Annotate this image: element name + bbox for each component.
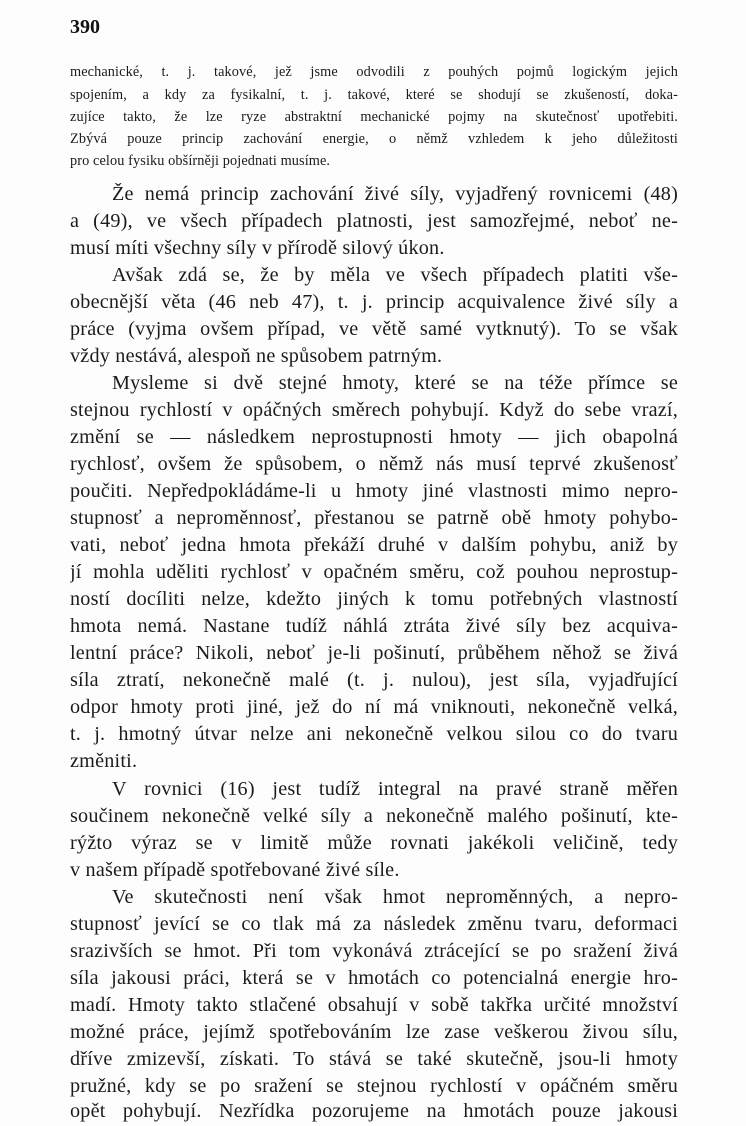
text-line: rychlosť, ovšem že spůsobem, o němž nás musí teprvé zkušenosť xyxy=(70,453,678,475)
text-line: odpor hmoty proti jiné, jež do ní má vniknouti, nekonečně velká, xyxy=(70,696,678,718)
text-line: Avšak zdá se, že by měla ve všech případech platiti vše- xyxy=(112,264,678,286)
text-line: změní se — následkem neprostupnosti hmoty — jich obapolná xyxy=(70,426,678,448)
text-line: dříve zmizevší, získati. To stává se také skutečně, jsou-li hmoty xyxy=(70,1048,678,1070)
text-line: síla ztratí, nekonečně malé (t. j. nulou), jest síla, vyjadřující xyxy=(70,669,678,691)
text-line: pro celou fysiku obšírněji pojednati musíme. xyxy=(70,153,331,169)
text-line: stupnosť a neproměnnosť, přestanou se patrně obě hmoty pohybo- xyxy=(70,507,678,529)
text-line: Že nemá princip zachování živé síly, vyjadřený rovnicemi (48) xyxy=(112,183,678,205)
text-line: Mysleme si dvě stejné hmoty, které se na téže přímce se xyxy=(112,372,678,394)
text-line: v našem případě spotřebované živé síle. xyxy=(70,859,400,881)
text-line: mechanické, t. j. takové, jež jsme odvodili z pouhých pojmů logickým jejich xyxy=(70,64,678,80)
text-line: síla jakousi práci, která se v hmotách co potencialná energie hro- xyxy=(70,967,678,989)
text-line: jí mohla uděliti rychlosť v opačném směru, což pouhou neprostup- xyxy=(70,561,678,583)
text-line: rýžto výraz se v limitě může rovnati jakékoli veličině, tedy xyxy=(70,832,678,854)
text-line: srazivších se hmot. Při tom vykonává ztrácející se po sražení živá xyxy=(70,940,678,962)
text-line: a (49), ve všech případech platnosti, jest samozřejmé, neboť ne- xyxy=(70,210,678,232)
text-line: vati, neboť jedna hmota překáží druhé v dalším pohybu, aniž by xyxy=(70,534,678,556)
text-line: t. j. hmotný útvar nelze ani nekonečně velkou silou co do tvaru xyxy=(70,723,678,745)
text-line: zujíce takto, že lze ryze abstraktní mechanické pojmy na skutečnosť upotřebiti. xyxy=(70,109,678,125)
text-line: stupnosť jevící se co tlak má za následek změnu tvaru, deformaci xyxy=(70,913,678,935)
text-line: možné práce, jejímž spotřebováním lze zase veškerou živou sílu, xyxy=(70,1021,678,1043)
text-line: změniti. xyxy=(70,750,138,772)
text-line: vždy nestává, alespoň ne spůsobem patrným. xyxy=(70,345,443,367)
text-line: Zbývá pouze princip zachování energie, o němž vzhledem k jeho důležitosti xyxy=(70,131,678,147)
text-line: poučiti. Nepředpokládáme-li u hmoty jiné vlastnosti mimo nepro- xyxy=(70,480,678,502)
text-line: součinem nekonečně velké síly a nekonečně malého pošinutí, kte- xyxy=(70,805,678,827)
text-line: madí. Hmoty takto stlačené obsahují v sobě takřka určité množství xyxy=(70,994,678,1016)
text-line: ností docíliti nelze, kdežto jiných k tomu potřebných vlastností xyxy=(70,588,678,610)
text-line: V rovnici (16) jest tudíž integral na pravé straně měřen xyxy=(112,778,678,800)
text-line: lentní práce? Nikoli, neboť je-li pošinutí, průběhem něhož se živá xyxy=(70,642,678,664)
text-line: práce (vyjma ovšem případ, ve větě samé vytknutý). To se však xyxy=(70,318,678,340)
text-line: stejnou rychlostí v opáčných směrech pohybují. Když do sebe vrazí, xyxy=(70,399,678,421)
text-line: hmota nemá. Nastane tudíž náhlá ztráta živé síly bez acquiva- xyxy=(70,615,678,637)
text-line: opět pohybují. Nezřídka pozorujeme na hmotách pouze jakousi xyxy=(70,1100,678,1122)
page-number: 390 xyxy=(70,16,100,38)
text-line: musí míti všechny síly v přírodě silový úkon. xyxy=(70,237,445,259)
text-line: pružné, kdy se po sražení se stejnou rychlostí v opáčném směru xyxy=(70,1075,678,1097)
text-line: spojením, a kdy za fysikalní, t. j. takové, které se shodují se zkušeností, doka- xyxy=(70,87,678,103)
text-line: Ve skutečnosti není však hmot neproměnných, a nepro- xyxy=(112,886,678,908)
text-line: obecnější věta (46 neb 47), t. j. princip acquivalence živé síly a xyxy=(70,291,678,313)
